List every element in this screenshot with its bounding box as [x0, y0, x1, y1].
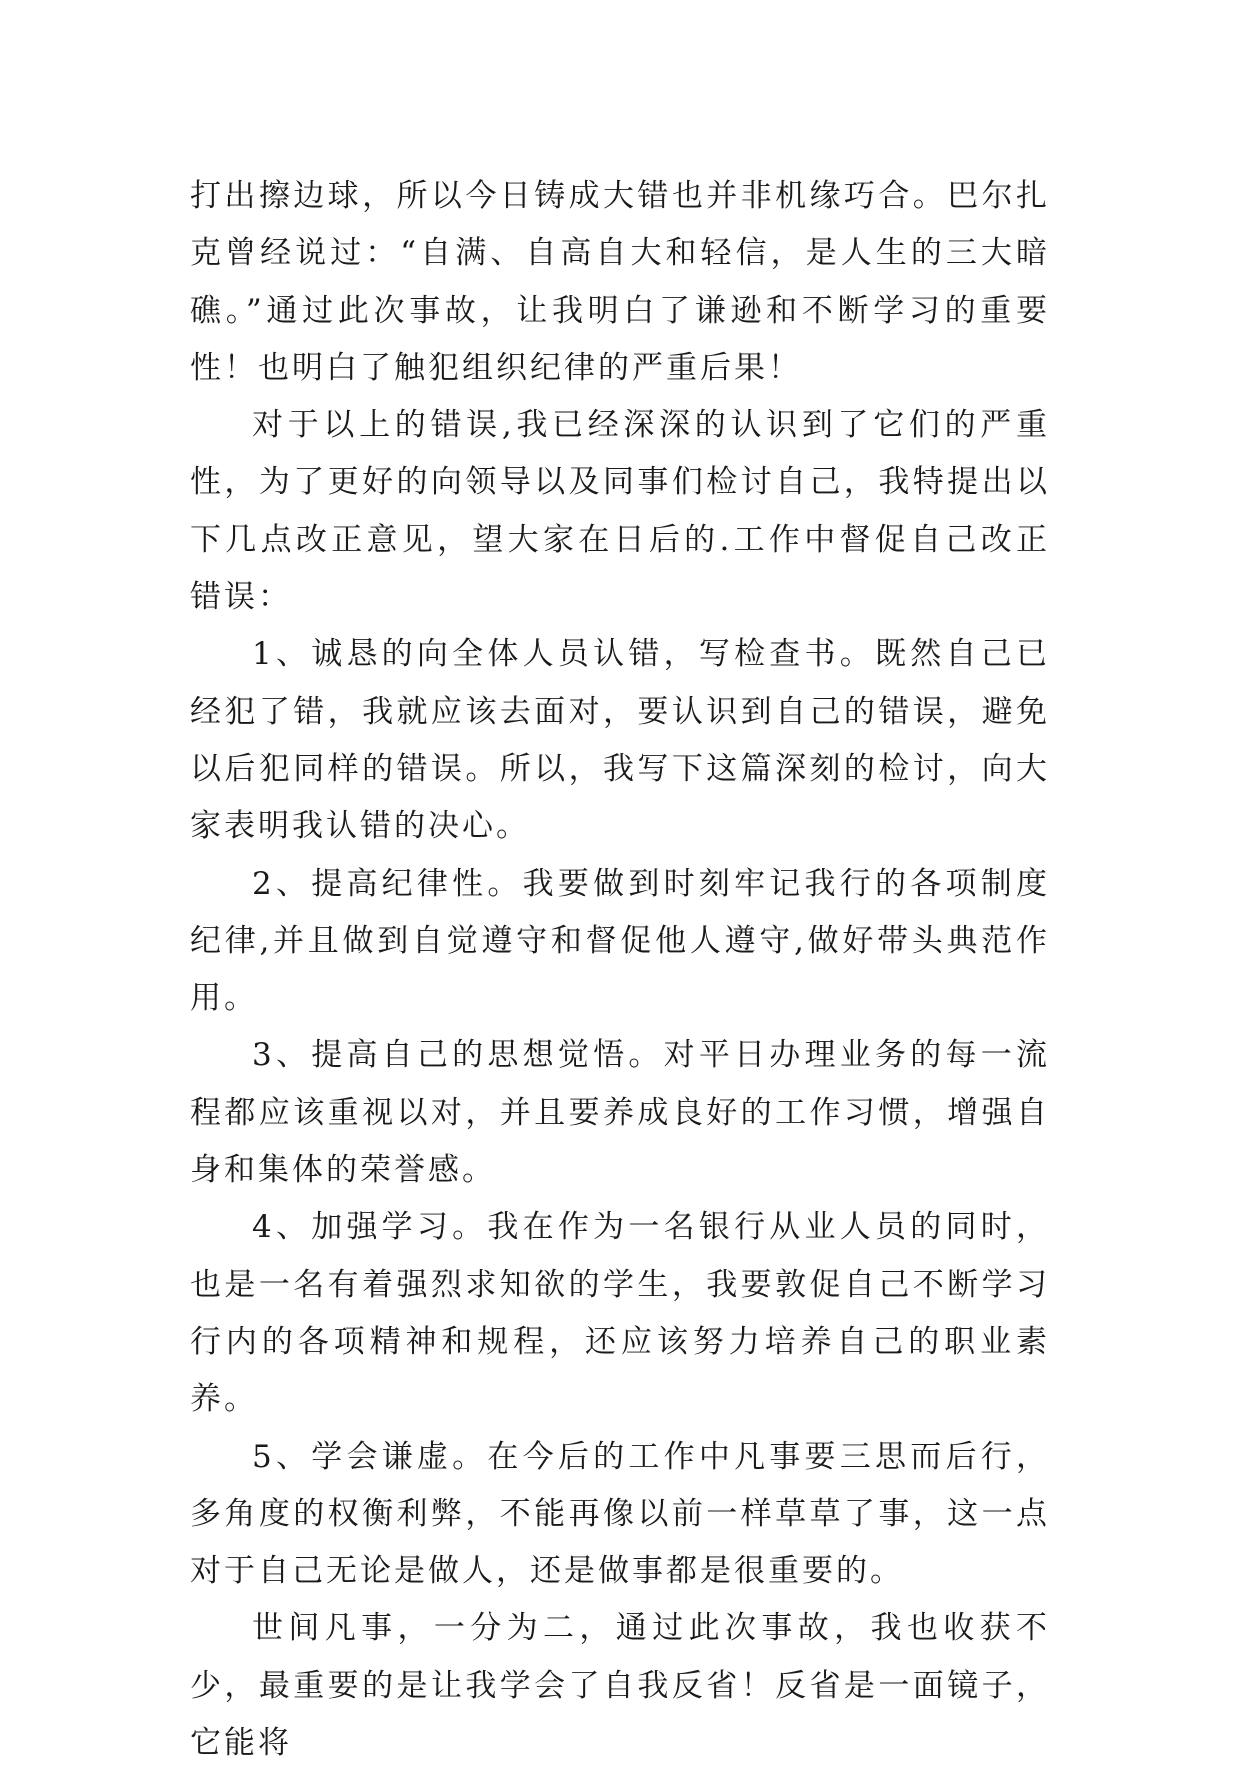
document-body	[190, 168, 1050, 1772]
paragraph-1: 打出擦边球，所以今日铸成大错也并非机缘巧合。巴尔扎克曾经说过：“自满、自高自大和轻信，是人生的三大暗礁。”通过此次事故，让我明白了谦逊和不断学习的重要性！也明白了触犯组织纪律的严重后果！	[190, 178, 1050, 386]
paragraph-6: 4、加强学习。我在作为一名银行从业人员的同时，也是一名有着强烈求知欲的学生，我要敦促自己不断学习行内的各项精神和规程，还应该努力培养自己的职业素养。	[190, 1209, 1050, 1418]
paragraph-4: 2、提高纪律性。我要做到时刻牢记我行的各项制度纪律,并且做到自觉遵守和督促他人遵守,做好带头典范作用。	[190, 865, 1050, 1017]
paragraph-8: 世间凡事，一分为二，通过此次事故，我也收获不少，最重要的是让我学会了自我反省！反省是一面镜子，它能将	[190, 1610, 1050, 1762]
paragraph-2: 对于以上的错误,我已经深深的认识到了它们的严重性，为了更好的向领导以及同事们检讨自己，我特提出以下几点改正意见，望大家在日后的.工作中督促自己改正错误：	[190, 407, 1050, 616]
paragraph-5: 3、提高自己的思想觉悟。对平日办理业务的每一流程都应该重视以对，并且要养成良好的工作习惯，增强自身和集体的荣誉感。	[190, 1037, 1050, 1189]
paragraph-7: 5、学会谦虚。在今后的工作中凡事要三思而后行，多角度的权衡利弊，不能再像以前一样草草了事，这一点对于自己无论是做人，还是做事都是很重要的。	[190, 1438, 1050, 1590]
paragraph-3: 1、诚恳的向全体人员认错，写检查书。既然自己已经犯了错，我就应该去面对，要认识到自己的错误，避免以后犯同样的错误。所以，我写下这篇深刻的检讨，向大家表明我认错的决心。	[190, 636, 1050, 845]
